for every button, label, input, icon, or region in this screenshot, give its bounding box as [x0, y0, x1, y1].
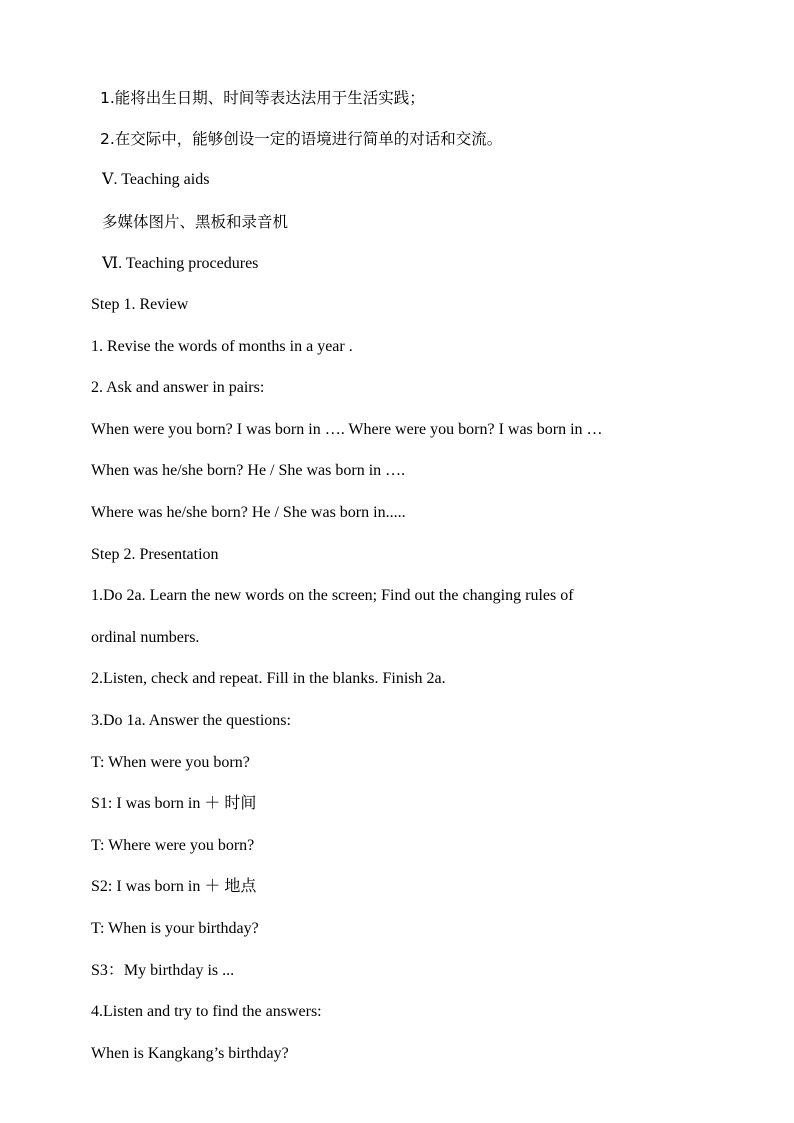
objective-line-2: 2.在交际中，能够创设一定的语境进行简单的对话和交流。 — [100, 130, 503, 148]
student-answer-3: S3：My birthday is ... — [91, 962, 235, 979]
step-2-item-4: 4.Listen and try to find the answers: — [91, 1003, 322, 1020]
listening-question: When is Kangkang’s birthday? — [91, 1045, 289, 1062]
section-heading-teaching-aids: Ⅴ. Teaching aids — [102, 171, 210, 188]
step-2-item-1-continued: ordinal numbers. — [91, 629, 200, 646]
teaching-aids-text: 多媒体图片、黑板和录音机 — [102, 213, 289, 231]
step-1-heading: Step 1. Review — [91, 296, 189, 313]
teacher-question-3: T: When is your birthday? — [91, 920, 259, 937]
dialogue-line-2: When was he/she born? He / She was born in …. — [91, 462, 406, 479]
teacher-question-2: T: Where were you born? — [91, 837, 255, 854]
dialogue-line-1: When were you born? I was born in …. Where were you born? I was born in … — [91, 421, 603, 438]
step-2-heading: Step 2. Presentation — [91, 546, 219, 563]
step-2-item-3: 3.Do 1a. Answer the questions: — [91, 712, 291, 729]
objective-line-1: 1.能将出生日期、时间等表达法用于生活实践； — [100, 89, 425, 107]
dialogue-line-3: Where was he/she born? He / She was born in..... — [91, 504, 406, 521]
step-2-item-2: 2.Listen, check and repeat. Fill in the blanks. Finish 2a. — [91, 670, 446, 687]
section-heading-teaching-procedures: Ⅵ. Teaching procedures — [102, 255, 259, 272]
student-answer-2: S2: I was born in ＋ 地点 — [91, 878, 257, 895]
step-1-item-1: 1. Revise the words of months in a year . — [91, 338, 353, 355]
teacher-question-1: T: When were you born? — [91, 754, 250, 771]
step-1-item-2: 2. Ask and answer in pairs: — [91, 379, 265, 396]
student-answer-1: S1: I was born in ＋ 时间 — [91, 795, 257, 812]
step-2-item-1: 1.Do 2a. Learn the new words on the screen; Find out the changing rules of — [91, 587, 574, 604]
